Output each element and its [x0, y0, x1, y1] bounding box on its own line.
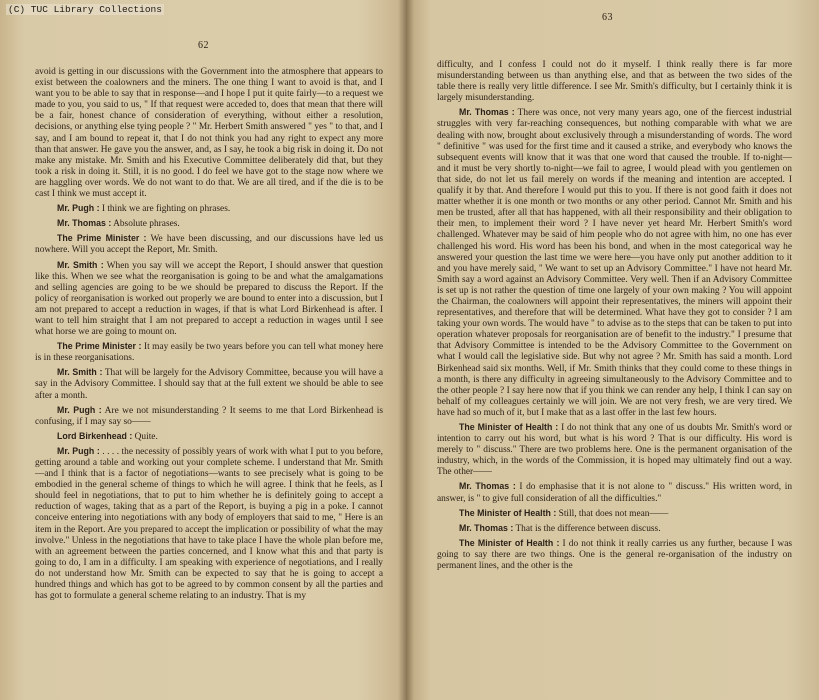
- speaker-name: Mr. Thomas :: [459, 522, 514, 533]
- paragraph-text: . . . . the necessity of possibly years of work with what I put to you before, getting around a table and working out your complete scheme. I understand that Mr. Smith—and I think that is a factor of negotiations—wants to see precisely what is going to be embodied in the general scheme of things to which he will agree. I think that he feels, as I should feel in negotiations, that to put to him whether he is definitely going to accept a reduction of wages, taking that as a part of the Report, is buying a pig in a poke. I cannot conceive entering into negotiations with any body of employers that said to me, " Here is an item in the Report. Are you prepared to accept the implication or possibility of what the may involve." Unless in the negotiations that have to take place I have the whole plan before me, with an agreement between the parties concerned, and I know what this and that party is going to do, I am in a difficulty. I am speaking with experience of negotiations, and I really do not understand how Mr. Smith can be expected to say that he is going to accept a hundred things and which has got to be agreed to by common consent by all the parties and has got to formulate a general scheme relating to an industry. That is my: [35, 446, 384, 602]
- speaker-name: Mr. Thomas :: [459, 481, 516, 492]
- paragraph: [35, 203, 383, 215]
- paragraph: [437, 107, 792, 419]
- speaker-name: The Prime Minister :: [57, 341, 142, 352]
- page-text: [437, 60, 792, 575]
- speaker-name: The Minister of Health :: [459, 507, 557, 518]
- paragraph: [437, 508, 792, 520]
- watermark: (C) TUC Library Collections: [8, 4, 162, 15]
- speaker-name: Mr. Smith :: [57, 259, 104, 270]
- paragraph-text: Quite.: [134, 431, 158, 442]
- speaker-name: Mr. Pugh :: [57, 445, 100, 456]
- paragraph-text: There was once, not very many years ago, one of the fiercest industrial struggles with very far-reaching consequences, but nothing comparable with what we are dealing with now, brought about exclusively through a misunderstanding of words. The word " definitive " was used for the first time and it caused a strike, and everybody who knows the subsequent events will know that it was that one word that caused the trouble. If to-night—and it must be very shortly to-night—we fail to agree, I would plead with you gentlemen on that side, do not let us fail merely on words if the meaning and intention are accepted. I qualify it by that. And therefore I would put this to you. If there is not good faith it does not matter whether it is one month or two months or any other period. Cannot Mr. Smith and his men be trusted, after all that has happened, with all their responsibility and their obligation to their men, to implement their word ? I have never yet heard Mr. Herbert Smith's word challenged. Whatever may be said of him people who do not agree with him, no one has ever challenged his word. His word has been his bond, and when in the most categorical way he answered your question the last time we were here—you have only put another addition to it and you have merely said, " We want to set up an Advisory Committee." I have not heard Mr. Smith say a word against an Advisory Committee. Very well. Then if an Advisory Committee is set up is not rather the question of time one largely of your own making ? You will appoint the Chairman, the coalowners will appoint their representatives, the miners will appoint their representatives, and therefore that will be determined. What have they got to consider ? I am taking your own words. The would have " to advise as to the steps that can be taken to put into operation whatever proposals for reorganisation are of benefit to the industry." I presume that that Advisory Committee is intended to be the Advisory Committee to the Government on what I would call the legislative side. But why not agree ? Mr. Smith has said a month. Lord Birkenhead said six months. Well, if Mr. Smith thinks that they could come to these things in a month, is there any difficulty in agreeing simultaneously to the Advisory Committee and to the other people ? I say here now that if you think we can render any help, I think I can say on behalf of my colleagues certainly we will join. We are not very fresh, we are very tired. We have had so much of it, but I make that as a last offer in the last few hours.: [437, 108, 792, 418]
- paragraph: [35, 67, 383, 200]
- speaker-name: The Minister of Health :: [459, 537, 560, 548]
- paragraph: [35, 431, 383, 443]
- paragraph: [437, 523, 792, 535]
- paragraph: [35, 218, 383, 230]
- paragraph-text: Absolute phrases.: [113, 219, 180, 230]
- paragraph: [35, 446, 383, 602]
- speaker-name: The Minister of Health :: [459, 422, 559, 432]
- speaker-name: Mr. Thomas :: [57, 218, 112, 229]
- paragraph-text: Are we not misunderstanding ? It seems to me that Lord Birkenhead is confusing, if I may say so——: [35, 405, 383, 427]
- book-gutter: [398, 0, 414, 700]
- paragraph: [35, 233, 383, 256]
- paragraph: [35, 341, 383, 364]
- paragraph: [437, 538, 792, 572]
- paragraph: [35, 405, 383, 428]
- paragraph: [437, 422, 792, 478]
- paragraph-text: Still, that does not mean——: [558, 508, 669, 519]
- left-page: [0, 0, 406, 700]
- paragraph-text: I do not think it really carries us any further, because I was going to say there are two things. One is the general re-organisation of the industry on permanent lines, and the other is the: [437, 538, 792, 572]
- paragraph-text: I do not think that any one of us doubts Mr. Smith's word or intention to carry out his word, but what is his word ? That is our difficulty. His word is merely to " discuss." There are two problems here. One is the permanent organisation of the industry, which, in the words of the Commission, it is hoped may ultimately find out a way. The other——: [437, 423, 793, 478]
- paragraph-text: That is the difference between discuss.: [515, 523, 661, 534]
- speaker-name: Mr. Pugh :: [57, 203, 100, 214]
- paragraph-text: That will be largely for the Advisory Committee, because you will have a say in the Advisory Committee. I should say that at the full extent we should be able to see after a month.: [35, 368, 383, 401]
- speaker-name: Mr. Smith :: [57, 367, 103, 378]
- page-number: 63: [602, 12, 613, 23]
- speaker-name: Mr. Thomas :: [459, 107, 515, 118]
- page-number: 62: [198, 40, 209, 51]
- paragraph-text: I think we are fighting on phrases.: [101, 204, 231, 215]
- paragraph: [35, 260, 383, 339]
- paragraph: [437, 481, 792, 504]
- speaker-name: The Prime Minister :: [57, 233, 147, 244]
- paragraph-text: We have been discussing, and our discussions have led us nowhere. Will you accept the Report, Mr. Smith.: [35, 234, 384, 256]
- paragraph-text: When you say will we accept the Report, I should answer that question like this. When we see what the reorganisation is going to be and what the amalgamations and selling agencies are going to be we should be prepared to discuss the Report. If the policy of reorganisation is worked out properly we are bound to enter into a discussion, but I am not prepared to accept a reduction in wages, if that is what Lord Birkenhead is after. I want to tell him straight that I am not prepared to accept a reduction in wages until I see what horse we are going to mount on.: [35, 260, 383, 338]
- speaker-name: Lord Birkenhead :: [57, 430, 133, 441]
- page-text: [35, 67, 383, 605]
- paragraph: [437, 60, 792, 104]
- speaker-name: Mr. Pugh :: [57, 404, 102, 415]
- paragraph: [35, 367, 383, 401]
- paragraph-text: avoid is getting in our discussions with the Government into the atmosphere that appears to exist between the coalowners and the miners. The one thing I want to avoid is that, and I want you to be able to say that in response—and I hope I put it quite fairly—to a request we made to you, you said to us, " If that request were acceded to, does that mean that there will be a fair, honest chance of consideration of everything, without either a resolution, decisions, or anything else tying people ? " Mr. Herbert Smith answered " yes " to that, and I say, and I am bound to repeat it, that I do not think you had any right to expect any more than that answer. He gave you the answer, and, as I say, he took a big risk in doing it. Do not make any mistake. Mr. Smith and his Executive Committee deliberately did that, but they took a risk in doing it. Still, it is no good. I do feel we have got to the stage now where we are haggling over words. We do not want to do that. We are all tired, and if the die is to be cast I think we must accept it.: [35, 67, 383, 200]
- right-page: [406, 0, 819, 700]
- paragraph-text: difficulty, and I confess I could not do it myself. I think really there is far more misunderstanding between us than anything else, and that as between the two sides of the table there is really very little difference. I see Mr. Smith's difficulty, but I certainly think it is largely misunderstanding.: [437, 60, 792, 104]
- paragraph-text: It may easily be two years before you can tell what money here is in these reorganisations.: [35, 342, 383, 364]
- paragraph-text: I do emphasise that it is not alone to " discuss." His written word, in answer, is " to give full consideration of all the difficulties.": [437, 482, 793, 504]
